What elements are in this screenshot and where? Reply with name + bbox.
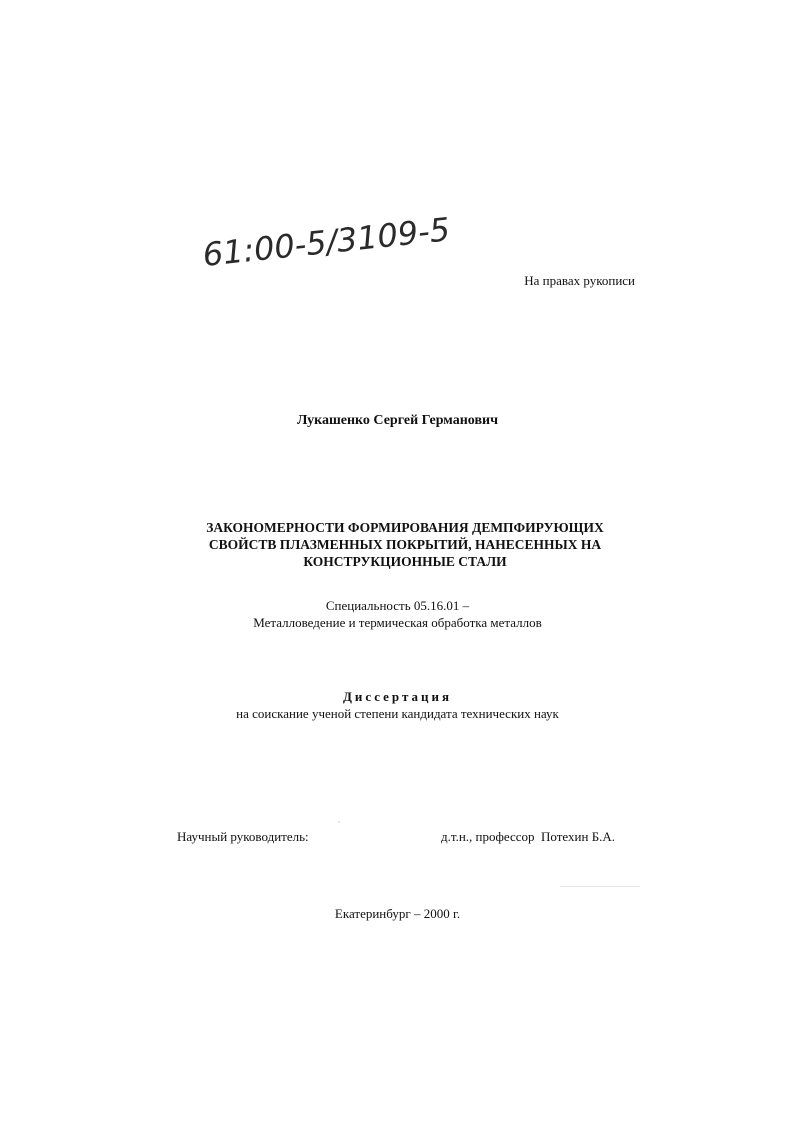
dissertation-block <box>0 688 795 722</box>
author-name: Лукашенко Сергей Германович <box>297 413 498 428</box>
specialty-block <box>0 597 795 631</box>
title-line-3: КОНСТРУКЦИОННЫЕ СТАЛИ <box>303 554 507 569</box>
specialty-code: Специальность 05.16.01 – <box>325 598 470 613</box>
scan-artifact-line <box>560 886 640 887</box>
title-line-1: ЗАКОНОМЕРНОСТИ ФОРМИРОВАНИЯ ДЕМПФИРУЮЩИХ <box>206 520 604 535</box>
supervisor-label: Научный руководитель: <box>177 829 309 844</box>
dissertation-subtitle: на соискание ученой степени кандидата технических наук <box>236 706 559 721</box>
city-year: Екатеринбург – 2000 г. <box>334 906 461 921</box>
scan-artifact-dot <box>338 821 340 823</box>
dissertation-title <box>170 519 640 570</box>
supervisor-value: д.т.н., профессор Потехин Б.А. <box>441 829 616 844</box>
dissertation-heading: Диссертация <box>342 689 453 704</box>
rights-notice: На правах рукописи <box>524 273 635 288</box>
handwritten-archive-code-svg <box>200 210 500 282</box>
specialty-name: Металловедение и термическая обработка металлов <box>253 615 542 630</box>
title-line-2: СВОЙСТВ ПЛАЗМЕННЫХ ПОКРЫТИЙ, НАНЕСЕННЫХ НА <box>208 537 602 552</box>
handwritten-archive-code <box>200 210 500 282</box>
archive-code-text: 61:00-5/3109-5 <box>200 210 452 274</box>
